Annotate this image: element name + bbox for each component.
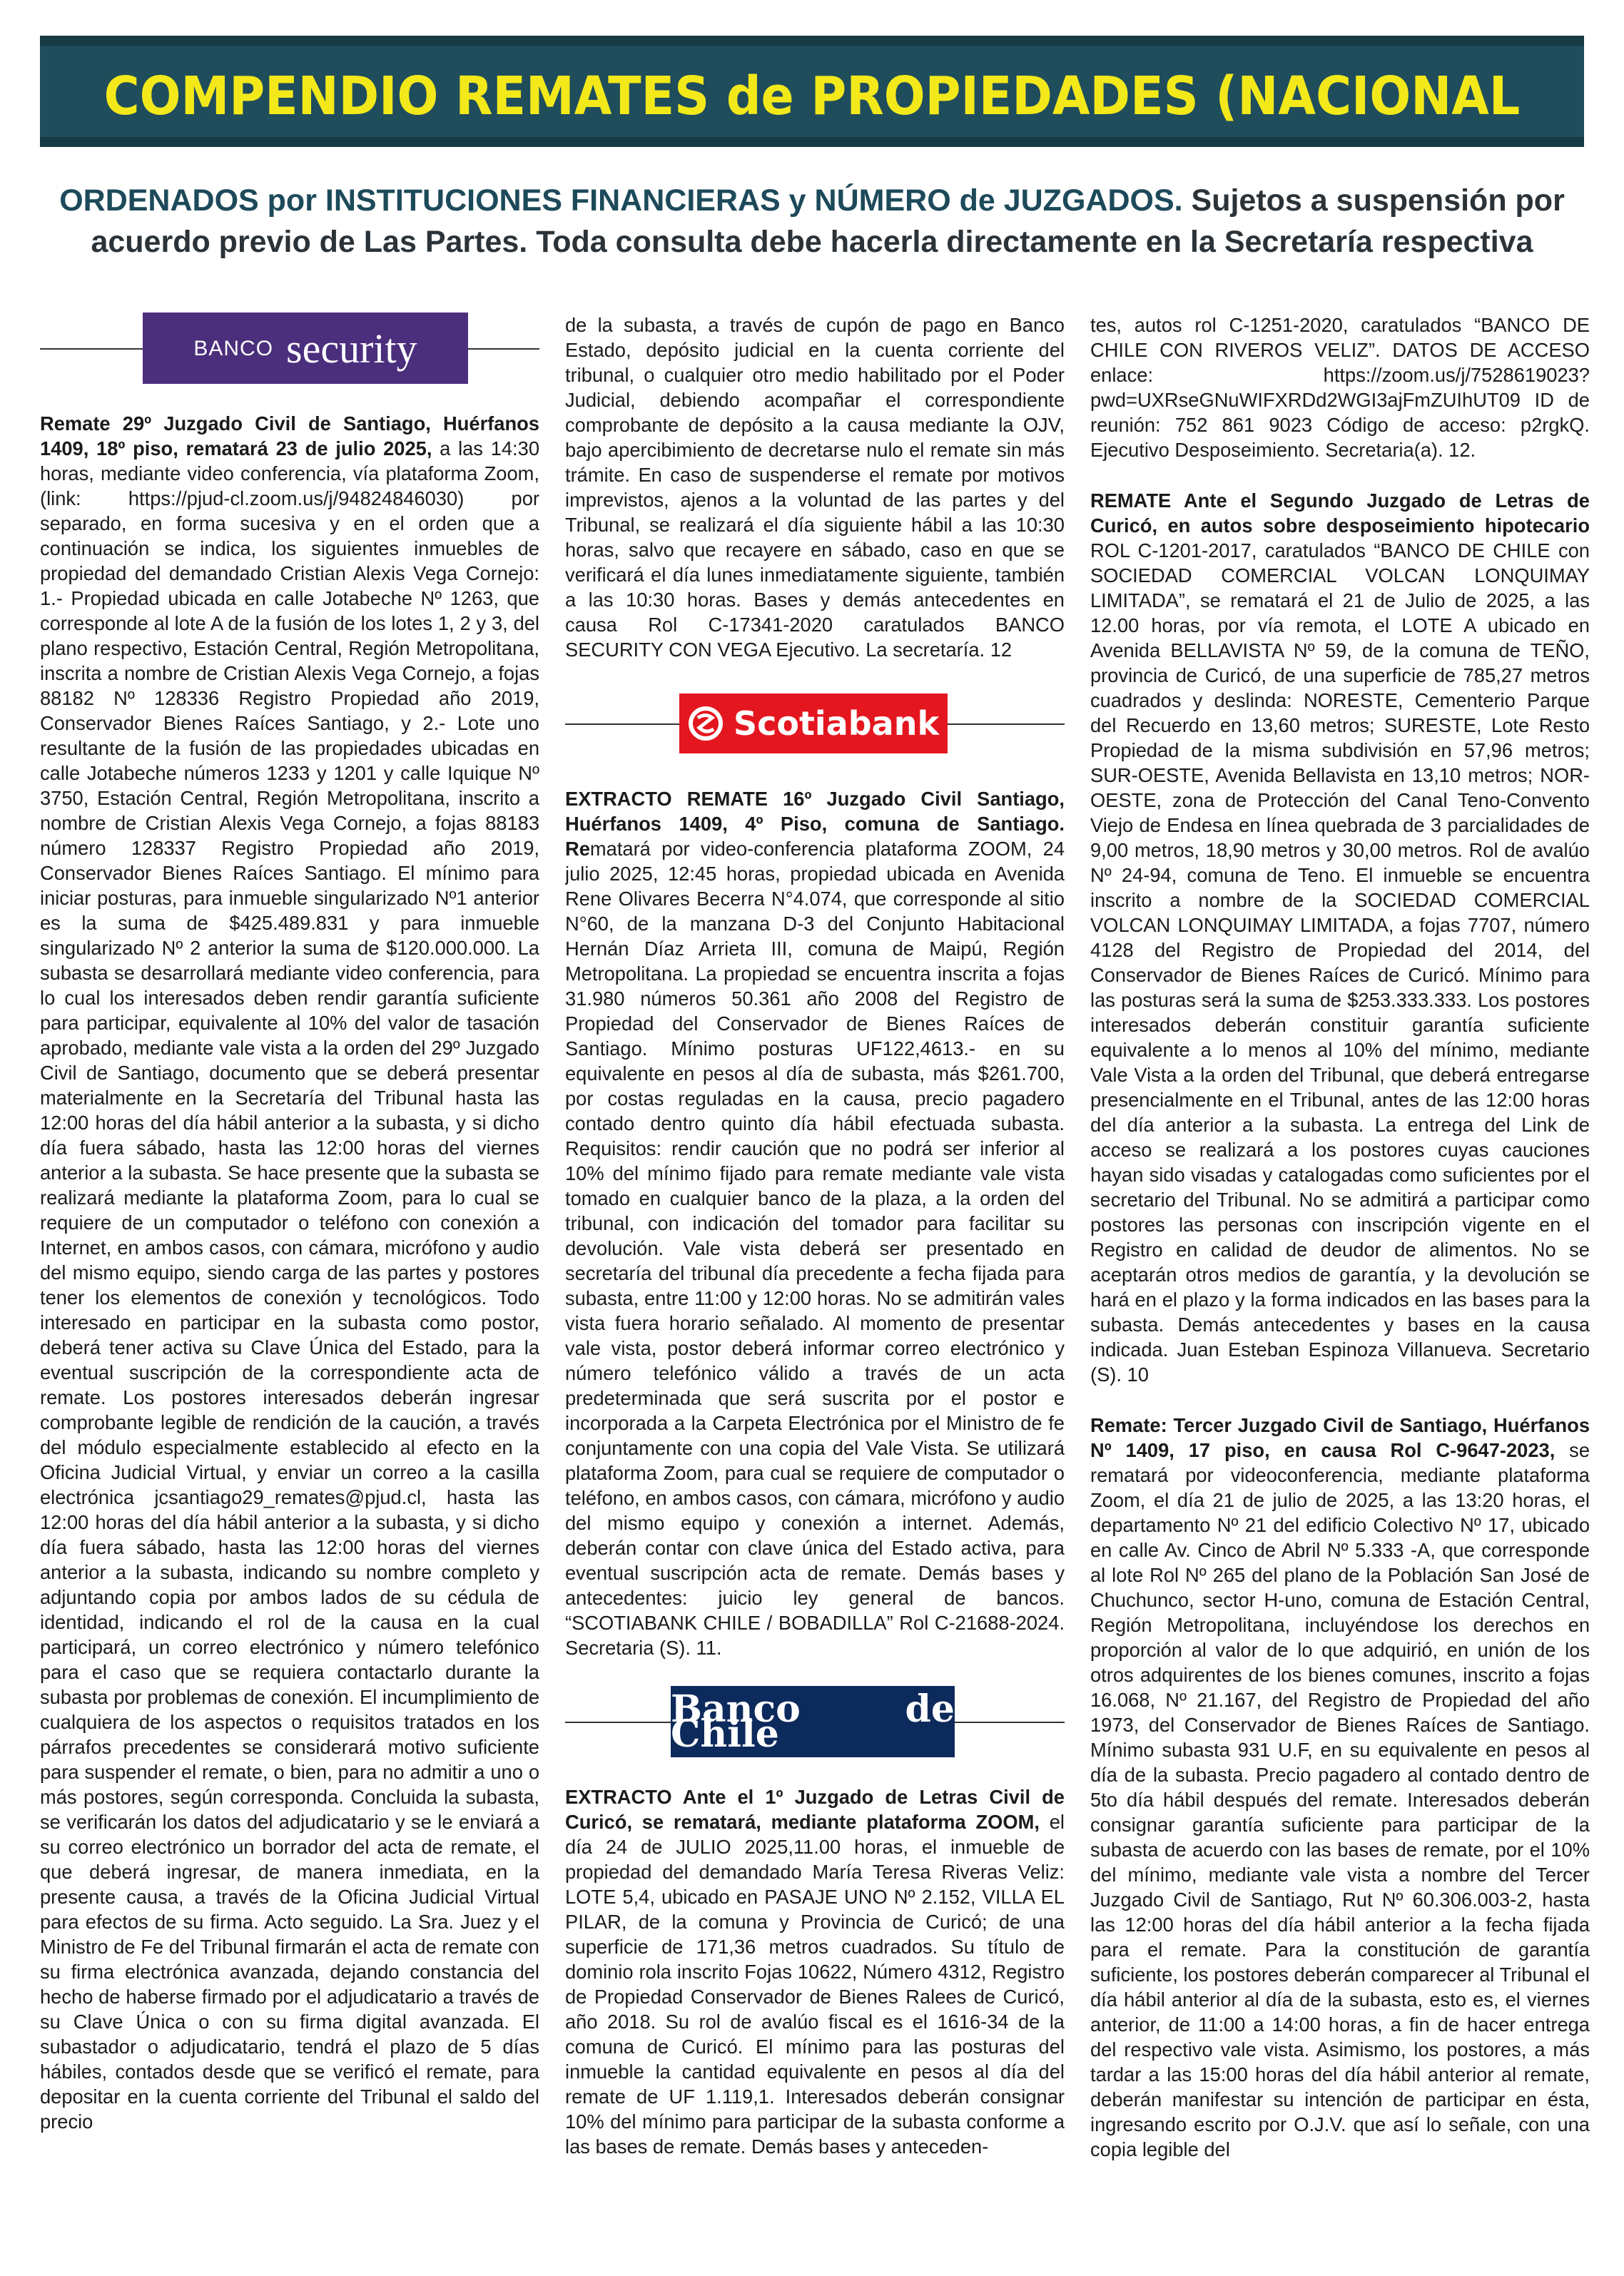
banco-security-logo [143,313,468,384]
notice-body: el día 24 de JULIO 2025,11.00 horas, el inmueble de propiedad del demandado María Teresa Riveras Veliz: LOTE 5,4, ubicado en PASAJE UNO Nº 2.152, VILLA EL PILAR, de la comuna y Provincia de Curicó; de una superficie de 171,36 metros cuadrados. Su título de dominio rola inscrito Fojas 10622, Número 4312, Registro de Propiedad Conservador de Bienes Ralees de Curicó, año 2018. Su rol de avalúo fiscal es el 1616-34 de la comuna de Curicó. El mínimo para las posturas del inmueble la cantidad equivalente en pesos al día del remate de UF 1.119,1. Interesados deberán consignar 10% del mínimo para participar de la subasta conforme a las bases de remate. Demás bases y anteceden- [565,1811,1065,2158]
notice-heading: EXTRACTO Ante el 1º Juzgado de Letras Civil de Curicó, se rematará, mediante plataforma ZOOM, [565,1786,1065,1833]
banco-de-chile-logo-row [565,1686,1065,1757]
notice-2-juzgado-curico [1090,488,1590,1387]
notice-heading: Remate: Tercer Juzgado Civil de Santiago, Huérfanos Nº 1409, 17 piso, en causa Rol C-9647-2023, [1090,1414,1590,1461]
notice-1-juzgado-curico [565,1784,1065,2159]
column-3 [1090,313,1590,2260]
notice-body: de la subasta, a través de cupón de pago en Banco Estado, depósito judicial en la cuenta corriente del tribunal, o cualquier otro medio habilitado por el Poder Judicial, debiendo acompañar el correspondiente comprobante de depósito a la causa mediante la OJV, bajo apercibimiento de decretarse nulo el remate sin más trámite. En caso de suspenderse el remate por motivos imprevistos, ajenos a la voluntad de las partes y del Tribunal, se realizará el día siguiente hábil a las 10:30 horas, salvo que recayere en sábado, caso en que se verificará el día lunes inmediatamente siguiente, también a las 10:30 horas. Bases y demás antecedentes en causa Rol C-17341-2020 caratulados BANCO SECURITY CON VEGA Ejecutivo. La secretaría. 12 [565,314,1065,661]
notice-29-juzgado [40,411,539,2134]
scotiabank-s-icon [688,706,724,741]
notice-heading: Remate 29º Juzgado Civil de Santiago, Huérfanos 1409, 18º piso, rematará 23 de julio 2025, [40,412,539,459]
subtitle-accent: ORDENADOS por INSTITUCIONES FINANCIERAS y NÚMERO de JUZGADOS. [59,183,1183,218]
notice-body: matará por video-conferencia plataforma ZOOM, 24 julio 2025, 12:45 horas, propiedad ubicada en Avenida Rene Olivares Becerra N°4.074, que corresponde al sitio N°60, de la manzana D-3 del Conjunto Habitacional Hernán Díaz Arrieta III, comuna de Maipú, Región Metropolitana. La propiedad se encuentra inscrita a fojas 31.980 números 50.361 año 2008 del Registro de Propiedad del Conservador de Bienes Raíces de Santiago. Mínimo posturas UF122,4613.- en su equivalente en pesos al día de subasta, más $261.700, por costas reguladas en la causa, precio pagadero contado dentro quinto día hábil efectuada subasta. Requisitos: rendir caución que no podrá ser inferior al 10% del mínimo fijado para remate mediante vale vista tomado en cualquier banco de la plaza, a la orden del tribunal, con indicación del tomador para facilitar su devolución. Vale vista deberá ser presentado en secretaría del tribunal día precedente a fecha fijada para subasta, entre 11:00 y 12:00 horas. No se admitirán vales vista fuera horario señalado. Al momento de presentar vale vista, postor deberá informar correo electrónico y número telefónico válido a través de un acta predeterminada que será suscrita por el postor e incorporada a la Carpeta Electrónica por el Ministro de fe conjuntamente con una copia del Vale Vista. Se utilizará plataforma Zoom, para cual se requiere de computador o teléfono, en ambos casos, con cámara, micrófono y audio del mismo equipo y conexión a internet. Además, deberán contar con clave única del Estado activa, para eventual suscripción acta de remate. Demás bases y antecedentes: juicio ley general de bancos. “SCOTIABANK CHILE / BOBADILLA” Rol C-21688-2024. Secretaria (S). 11. [565,838,1065,1659]
header-banner [40,36,1584,147]
notice-body: se rematará por videoconferencia, mediante plataforma Zoom, el día 21 de julio de 2025, a las 13:20 horas, el departamento Nº 21 del edificio Colectivo Nº 17, ubicado en calle Av. Cinco de Abril Nº 5.333 -A, que corresponde al lote Rol Nº 265 del plano de la Población San José de Chuchunco, sector H-uno, comuna de Estación Central, Región Metropolitana, incluyéndose los derechos en proporción al valor de lo que adquirió, en unión de los otros adquirentes de los bienes comunes, inscrito a fojas 16.068, Nº 21.167, del Registro de Propiedad del año 1973, del Conservador de Bienes Raíces de Santiago. Mínimo subasta 931 U.F, en su equivalente en pesos al día de la subasta. Precio pagadero al contado dentro de 5to día hábil después del remate. Interesados deberán consignar garantía suficiente para participar de la subasta de acuerdo con las bases de remate, por el 10% del mínimo, mediante vale vista a nombre del Tercer Juzgado Civil de Santiago, Rut Nº 60.306.003-2, hasta las 12:00 horas del día hábil anterior a la fecha fijada para el remate. Para la constitución de garantía suficiente, los postores deberán comparecer al Tribunal el día hábil anterior al día de la subasta, esto es, el viernes anterior, de 11:00 a 14:00 horas, a fin de hacer entrega del respectivo vale vista. Asimismo, los postores, a más tardar a las 15:00 horas del día hábil anterior al remate, deberán manifestar su intención de participar en ésta, ingresando escrito por O.J.V. que así lo señale, con una copia legible del [1090,1439,1590,2160]
logo-text-banco-de-chile: Banco de Chile [671,1687,955,1756]
notice-16-juzgado [565,786,1065,1660]
banco-de-chile-logo [671,1686,955,1757]
page-subtitle [57,180,1567,263]
scotiabank-logo [679,694,948,753]
notice-body: tes, autos rol C-1251-2020, caratulados “BANCO DE CHILE CON RIVEROS VELIZ”. DATOS DE ACCESO enlace: https://zoom.us/j/7528619023?pwd=UXRseGNuWIFXRDd2WGI3ajFmZUIhUT09 ID de reunión: 752 861 9023 Código de acceso: p2rgkQ. Ejecutivo Desposeimiento. Secretaria(a). 12. [1090,314,1590,461]
scotiabank-logo-row [565,688,1065,759]
notice-heading: EXTRACTO REMATE 16º Juzgado Civil Santiago, Huérfanos 1409, 4º Piso, comuna de Santiago. Re [565,788,1065,860]
logo-text-security: security [286,325,417,372]
logo-text-scotiabank: Scotiabank [733,703,940,743]
column-2 [565,313,1065,2260]
page-title: COMPENDIO REMATES de PROPIEDADES (NACIONAL [103,66,1521,127]
notice-29-juzgado-continued [565,313,1065,662]
notice-heading: REMATE Ante el Segundo Juzgado de Letras de Curicó, en autos sobre desposeimiento hipotecario [1090,489,1590,537]
column-1 [40,313,539,2260]
subtitle-rest: Sujetos a suspensión por acuerdo previo de Las Partes. Toda consulta debe hacerla directamente en la Secretaría respectiva [91,183,1565,259]
notice-body: ROL C-1201-2017, caratulados “BANCO DE CHILE con SOCIEDAD COMERCIAL VOLCAN LONQUIMAY LIMITADA”, se rematará el 21 de Julio de 2025, a las 12.00 horas, por vía remota, el LOTE A ubicado en Avenida BELLAVISTA Nº 59, de la comuna de TEÑO, provincia de Curicó, de una superficie de 785,27 metros cuadrados y deslinda: NORESTE, Cementerio Parque del Recuerdo en 13,60 metros; SURESTE, Lote Resto Propiedad de la misma subdivisión en 57,96 metros; SUR-OESTE, Avenida Bellavista en 13,10 metros; NOR-OESTE, zona de Protección del Canal Teno-Convento Viejo de Endesa en línea quebrada de 3 parcialidades de 9,00 metros, 18,90 metros y 30,00 metros. Rol de avalúo Nº 24-94, comuna de Teno. El inmueble se encuentra inscrito a nombre de la SOCIEDAD COMERCIAL VOLCAN LONQUIMAY LIMITADA, a fojas 7707, número 4128 del Registro de Propiedad del 2014, del Conservador de Bienes Raíces de Curicó. Mínimo para las posturas será la suma de $253.333.333. Los postores interesados deberán constituir garantía suficiente equivalente a lo menos al 10% del mínimo, mediante Vale Vista a la orden del Tribunal, que deberá entregarse presencialmente en el Tribunal, antes de las 12:00 horas del día anterior a la subasta. La entrega del Link de acceso se realizará a los postores cuyas cauciones hayan sido visadas y catalogadas como suficientes por el secretario del Tribunal. No se admitirá a participar como postores las personas con inscripción vigente en el Registro en calidad de deudor de alimentos. No se aceptarán otros medios de garantía, y la devolución se hará en el plazo y la forma indicados en las bases para la subasta. Demás antecedentes y bases en la causa indicada. Juan Esteban Espinoza Villanueva. Secretario (S). 10 [1090,539,1590,1386]
logo-text-banco: BANCO [193,336,274,360]
notice-body: a las 14:30 horas, mediante video conferencia, vía plataforma Zoom, (link: https://pjud-cl.zoom.us/j/94824846030) por separado, en forma sucesiva y en el orden que a continuación se indica, los siguientes inmuebles de propiedad del demandado Cristian Alexis Vega Cornejo: 1.- Propiedad ubicada en calle Jotabeche Nº 1263, que corresponde al lote A de la fusión de los lotes 1, 2 y 3, del plano respectivo, Estación Central, Región Metropolitana, inscrita a nombre de Cristian Alexis Vega Cornejo, a fojas 88182 Nº 128336 Registro Propiedad año 2019, Conservador Bienes Raíces Santiago, y 2.- Lote uno resultante de la fusión de las propiedades ubicadas en calle Jotabeche números 1233 y 1201 y calle Iquique Nº 3750, Estación Central, Región Metropolitana, inscrito a nombre de Cristian Alexis Vega Cornejo, a fojas 88183 número 128337 Registro Propiedad año 2019, Conservador Bienes Raíces Santiago. El mínimo para iniciar posturas, para inmueble singularizado Nº1 anterior es la suma de $425.489.831 y para inmueble singularizado Nº 2 anterior la suma de $120.000.000. La subasta se desarrollará mediante video conferencia, para lo cual los interesados deben rendir garantía suficiente para participar, equivalente al 10% del valor de tasación aprobado, mediante vale vista a la orden del 29º Juzgado Civil de Santiago, documento que se deberá presentar materialmente en la Secretaría del Tribunal hasta las 12:00 horas del día hábil anterior a la subasta, y si dicho día fuera sábado, hasta las 12:00 horas del viernes anterior a la subasta. Se hace presente que la subasta se realizará mediante la plataforma Zoom, para lo cual se requiere de un computador o teléfono con conexión a Internet, en ambos casos, con cámara, micrófono y audio del mismo equipo, siendo carga de las partes y postores tener los elementos de conexión y tecnológicos. Todo interesado en participar en la subasta como postor, deberá tener activa su Clave Única del Estado, para la eventual suscripción de la correspondiente acta de remate. Los postores interesados deberán ingresar comprobante legible de rendición de la caución, a través del módulo especialmente establecido al efecto en la Oficina Judicial Virtual, y enviar un correo a la casilla electrónica jcsantiago29_remates@pjud.cl, hasta las 12:00 horas del día hábil anterior a la subasta, y si dicho día fuera sábado, hasta las 12:00 horas del viernes anterior a la subasta, indicando su nombre completo y adjuntando copia por ambos lados de su cédula de identidad, indicando el rol de la causa en la cual participará, un correo electrónico y número telefónico para el caso que se requiera contactarlo durante la subasta por problemas de conexión. El incumplimiento de cualquiera de los aspectos o requisitos tratados en los párrafos precedentes se considerará motivo suficiente para suspender el remate, o bien, para no admitir a uno o más postores, según corresponda. Concluida la subasta, se verificarán los datos del adjudicatario y se le enviará a su correo electrónico un borrador del acta de remate, el que deberá ingresar, de manera inmediata, en la presente causa, a través de la Oficina Judicial Virtual para efectos de su firma. Acto seguido. La Sra. Juez y el Ministro de Fe del Tribunal firmarán el acta de remate con su firma electrónica avanzada, dejando constancia del hecho de haberse firmado por el adjudicatario a través de su Clave Única o con su firma digital avanzada. El subastador o adjudicatario, tendrá el plazo de 5 días hábiles, contados desde que se verificó el remate, para depositar en la cuenta corriente del Tribunal el saldo del precio [40,437,539,2133]
notice-1-juzgado-curico-continued [1090,313,1590,462]
notice-3-juzgado-santiago [1090,1413,1590,2162]
banco-security-logo-row [40,313,539,384]
